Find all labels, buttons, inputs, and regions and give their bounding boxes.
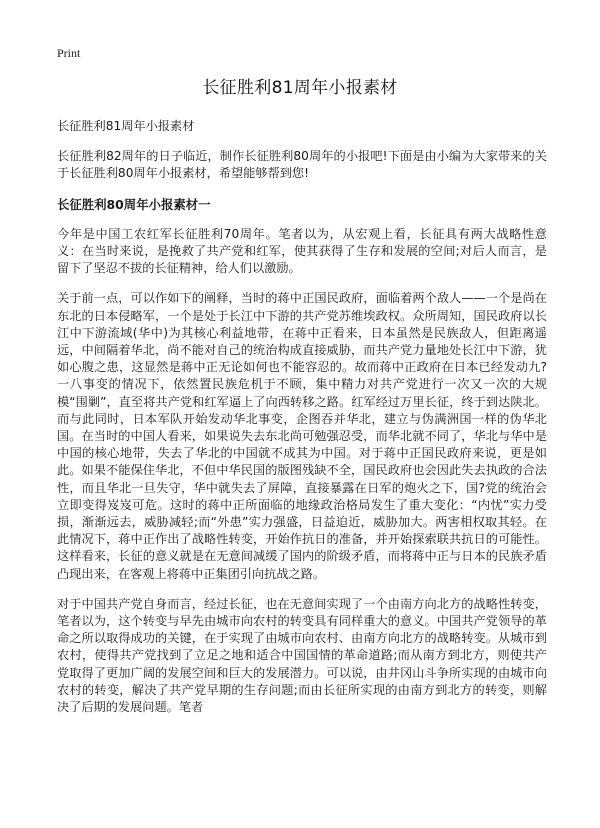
intro-paragraph: 长征胜利82周年的日子临近，制作长征胜利80周年的小报吧!下面是由小编为大家带来的关于长征胜利80周年小报素材，希望能够帮到您! [57, 149, 547, 181]
body-paragraph-3: 对于中国共产党自身而言，经过长征，也在无意间实现了一个由南方向北方的战略性转变，笔者以为，这个转变与早先由城市向农村的转变具有同样重大的意义。中国共产党领导的革命之所以取得成功的关键，在于实现了由城市向农村、由南方向北方的战略转变。从城市到农村，使得共产党找到了立足之地和适合中国国情的革命道路;而从南方到北方，则使共产党取得了更加广阔的发展空间和巨大的发展潜力。可以说，由井冈山斗争所实现的由城市向农村的转变，解决了共产党早期的生存问题;而由长征所实现的由南方到北方的转变，则解决了后期的发展问题。笔者 [57, 596, 547, 715]
body-paragraph-2: 关于前一点，可以作如下的阐释，当时的蒋中正国民政府，面临着两个敌人——一个是尚在东北的日本侵略军，一个是处于长江中下游的共产党苏维埃政权。众所周知，国民政府以长江中下游流域(华中)为其核心利益地带，在蒋中正看来，日本虽然是民族敌人，但距离遥远，中间隔着华北，尚不能对自己的统治构成直接威胁，而共产党力量地处长江中下游，犹如心腹之患，这显然是蒋中正无论如何也不能容忍的。故而蒋中正政府在日本已经发动九?一八事变的情况下，依然置民族危机于不顾，集中精力对共产党进行一次又一次的大规模“围剿”，直至将共产党和红军逼上了向西转移之路。红军经过万里长征，终于到达陕北。而与此同时，日本军队开始发动华北事变，企图吞并华北，建立与伪满洲国一样的伪华北国。在当时的中国人看来，如果说失去东北尚可勉强忍受，而华北就不同了，华北与华中是中国的核心地带，失去了华北的中国就不成其为中国。对于蒋中正国民政府来说，更是如此。如果不能保住华北，不但中华民国的版图残缺不全，国民政府也会因此失去执政的合法性，而且华北一旦失守，华中就失去了屏障，直接暴露在日军的炮火之下，国?党的统治会立即变得岌岌可危。这时的蒋中正所面临的地缘政治格局发生了重大变化：“内忧”实力受损，渐渐远去，威胁减轻;而“外患”实力强盛，日益迫近，威胁加大。两害相权取其轻。在此情况下，蒋中正作出了战略性转变，开始作抗日的准备，并开始探索联共抗日的可能性。这样看来，长征的意义就是在无意间减缓了国内的阶级矛盾，而将蒋中正与日本的民族矛盾凸现出来，在客观上将蒋中正集团引向抗战之路。 [57, 291, 547, 581]
document-body [57, 118, 547, 729]
page-title: 长征胜利81周年小报素材 [202, 78, 398, 98]
document-subtitle: 长征胜利81周年小报素材 [57, 119, 195, 133]
print-link[interactable]: Print [57, 46, 81, 60]
body-paragraph-1: 今年是中国工农红军长征胜利70周年。笔者以为，从宏观上看，长征具有两大战略性意义：在当时来说，是挽救了共产党和红军，使其获得了生存和发展的空间;对后人而言，是留下了坚忍不拔的长征精神，给人们以激励。 [57, 226, 547, 276]
section-heading: 长征胜利80周年小报素材一 [57, 196, 211, 212]
